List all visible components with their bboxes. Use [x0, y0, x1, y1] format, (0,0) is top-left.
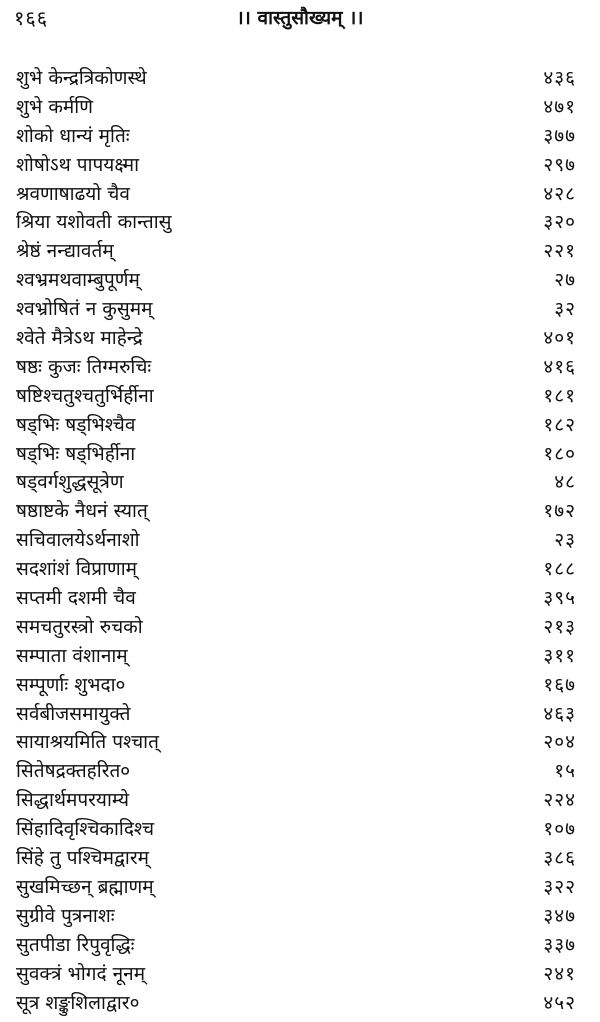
entry-page-number: २०४ [543, 731, 576, 754]
index-entry [0, 266, 600, 295]
entry-page-number: ४०१ [543, 327, 576, 350]
index-entry [0, 526, 600, 555]
entry-page-number: १८२ [543, 413, 576, 436]
index-entry [0, 324, 600, 353]
entry-term: सर्वबीजसमायुक्ते [16, 702, 131, 725]
entry-term: श्रवणाषाढयो चैव [16, 182, 130, 205]
index-entry [0, 960, 600, 989]
entry-term: श्वभ्रमथवाम्बुपूर्णम् [16, 269, 140, 292]
entry-term: षड्वर्गशुद्धसूत्रेण [16, 471, 124, 494]
entry-page-number: २२१ [543, 240, 576, 263]
index-entry [0, 786, 600, 815]
entry-term: षष्टिश्चतुश्चतुर्भिर्हीना [16, 384, 154, 407]
entry-page-number: ३७७ [543, 124, 576, 147]
entry-term: शोषोऽथ पापयक्ष्मा [16, 153, 140, 176]
index-entry [0, 613, 600, 642]
index-entry [0, 815, 600, 844]
entry-term: सितेषद्रक्तहरित० [16, 760, 131, 783]
index-entry [0, 555, 600, 584]
index-entry [0, 989, 600, 1018]
entry-term: सायाश्रयमिति पश्चात् [16, 731, 159, 754]
entry-term: सुतपीडा रिपुवृद्धिः [16, 933, 135, 956]
entry-page-number: २२४ [543, 789, 576, 812]
entry-page-number: २९७ [543, 153, 576, 176]
entry-page-number: ३३७ [543, 933, 576, 956]
index-entry [0, 844, 600, 873]
entry-page-number: ४८ [554, 471, 576, 494]
entry-page-number: १८८ [543, 558, 576, 581]
entry-term: श्वेते मैत्रेऽथ माहेन्द्रे [16, 327, 143, 350]
index-entry [0, 931, 600, 960]
entry-page-number: २१३ [543, 615, 576, 638]
index-entry [0, 382, 600, 411]
index-entry [0, 700, 600, 729]
index-entry [0, 353, 600, 382]
entry-term: षड्भिः षड्भिर्हीना [16, 442, 136, 465]
index-entry [0, 642, 600, 671]
entry-page-number: २४१ [543, 962, 576, 985]
index-entry [0, 902, 600, 931]
index-entry [0, 208, 600, 237]
entry-page-number: ४७१ [543, 95, 576, 118]
index-entry [0, 64, 600, 93]
entry-page-number: ४१६ [543, 355, 576, 378]
entry-term: शुभे केन्द्रत्रिकोणस्थे [16, 67, 147, 89]
entry-term: श्वभ्रोषितं न कुसुमम् [16, 298, 153, 321]
entry-page-number: ३२० [543, 211, 576, 234]
entry-page-number: ३११ [543, 644, 576, 667]
entry-term: सूत्र शङ्कुशिलाद्वार० [16, 991, 140, 1014]
index-entry [0, 728, 600, 757]
entry-page-number: १८० [543, 442, 576, 465]
index-entry [0, 93, 600, 122]
index-entry [0, 873, 600, 902]
index-entry [0, 411, 600, 440]
index-entry [0, 237, 600, 266]
entry-term: समचतुरस्त्रो रुचको [16, 615, 143, 638]
index-entry [0, 757, 600, 786]
entry-term: सचिवालयेऽर्थनाशो [16, 529, 140, 552]
running-title: ।। वास्तुसौख्यम् ।। [236, 7, 364, 29]
index-entry [0, 440, 600, 469]
entry-page-number: १५ [554, 760, 576, 783]
index-entry [0, 584, 600, 613]
entry-page-number: ३९५ [543, 587, 576, 610]
page-header [0, 2, 600, 32]
entry-term: शोको धान्यं मृतिः [16, 124, 130, 147]
entry-page-number: ४५२ [543, 991, 576, 1014]
entry-term: सिंहे तु पश्चिमद्वारम् [16, 847, 149, 870]
index-entry [0, 671, 600, 700]
entry-term: सुग्रीवे पुत्रनाशः [16, 904, 115, 927]
entry-term: शुभे कर्मणि [16, 95, 93, 118]
entry-term: सुखमिच्छन् ब्रह्माणम् [16, 875, 154, 898]
entry-page-number: १८१ [543, 384, 576, 407]
entry-term: सदशांशं विप्राणाम् [16, 558, 137, 581]
entry-page-number: ३२२ [543, 875, 576, 898]
entry-term: सुवक्त्रं भोगदं नूनम् [16, 962, 146, 985]
entry-page-number: ४२८ [543, 182, 576, 205]
entry-page-number: २३ [554, 529, 576, 552]
entry-page-number: १०७ [543, 818, 576, 841]
entry-term: षष्ठः कुजः तिग्मरुचिः [16, 355, 152, 378]
index-list [0, 64, 600, 1017]
index-entry [0, 151, 600, 180]
entry-term: श्रिया यशोवती कान्तासु [16, 211, 172, 234]
entry-page-number: ३४७ [543, 904, 576, 927]
index-entry [0, 468, 600, 497]
entry-page-number: ४६३ [543, 702, 576, 725]
index-entry [0, 122, 600, 151]
entry-term: श्रेष्ठं नन्द्यावर्तम् [16, 240, 114, 263]
page-number: १६६ [14, 6, 49, 30]
entry-term: षड्भिः षड्भिश्चैव [16, 413, 136, 436]
entry-page-number: १६७ [543, 673, 576, 696]
index-entry [0, 497, 600, 526]
entry-page-number: १७२ [543, 500, 576, 523]
entry-term: सिंहादिवृश्चिकादिश्च [16, 818, 155, 841]
entry-page-number: ३८६ [543, 847, 576, 870]
index-entry [0, 295, 600, 324]
entry-term: सिद्धार्थमपरयाम्ये [16, 789, 130, 812]
entry-term: सम्पाता वंशानाम् [16, 644, 128, 667]
entry-page-number: ३२ [554, 298, 576, 321]
entry-term: सम्पूर्णाः शुभदा० [16, 673, 126, 696]
entry-term: सप्तमी दशमी चैव [16, 587, 136, 610]
index-entry [0, 180, 600, 209]
entry-term: षष्ठाष्टके नैधनं स्यात् [16, 500, 148, 523]
entry-page-number: ४३६ [543, 67, 576, 89]
entry-page-number: २७ [554, 269, 576, 292]
